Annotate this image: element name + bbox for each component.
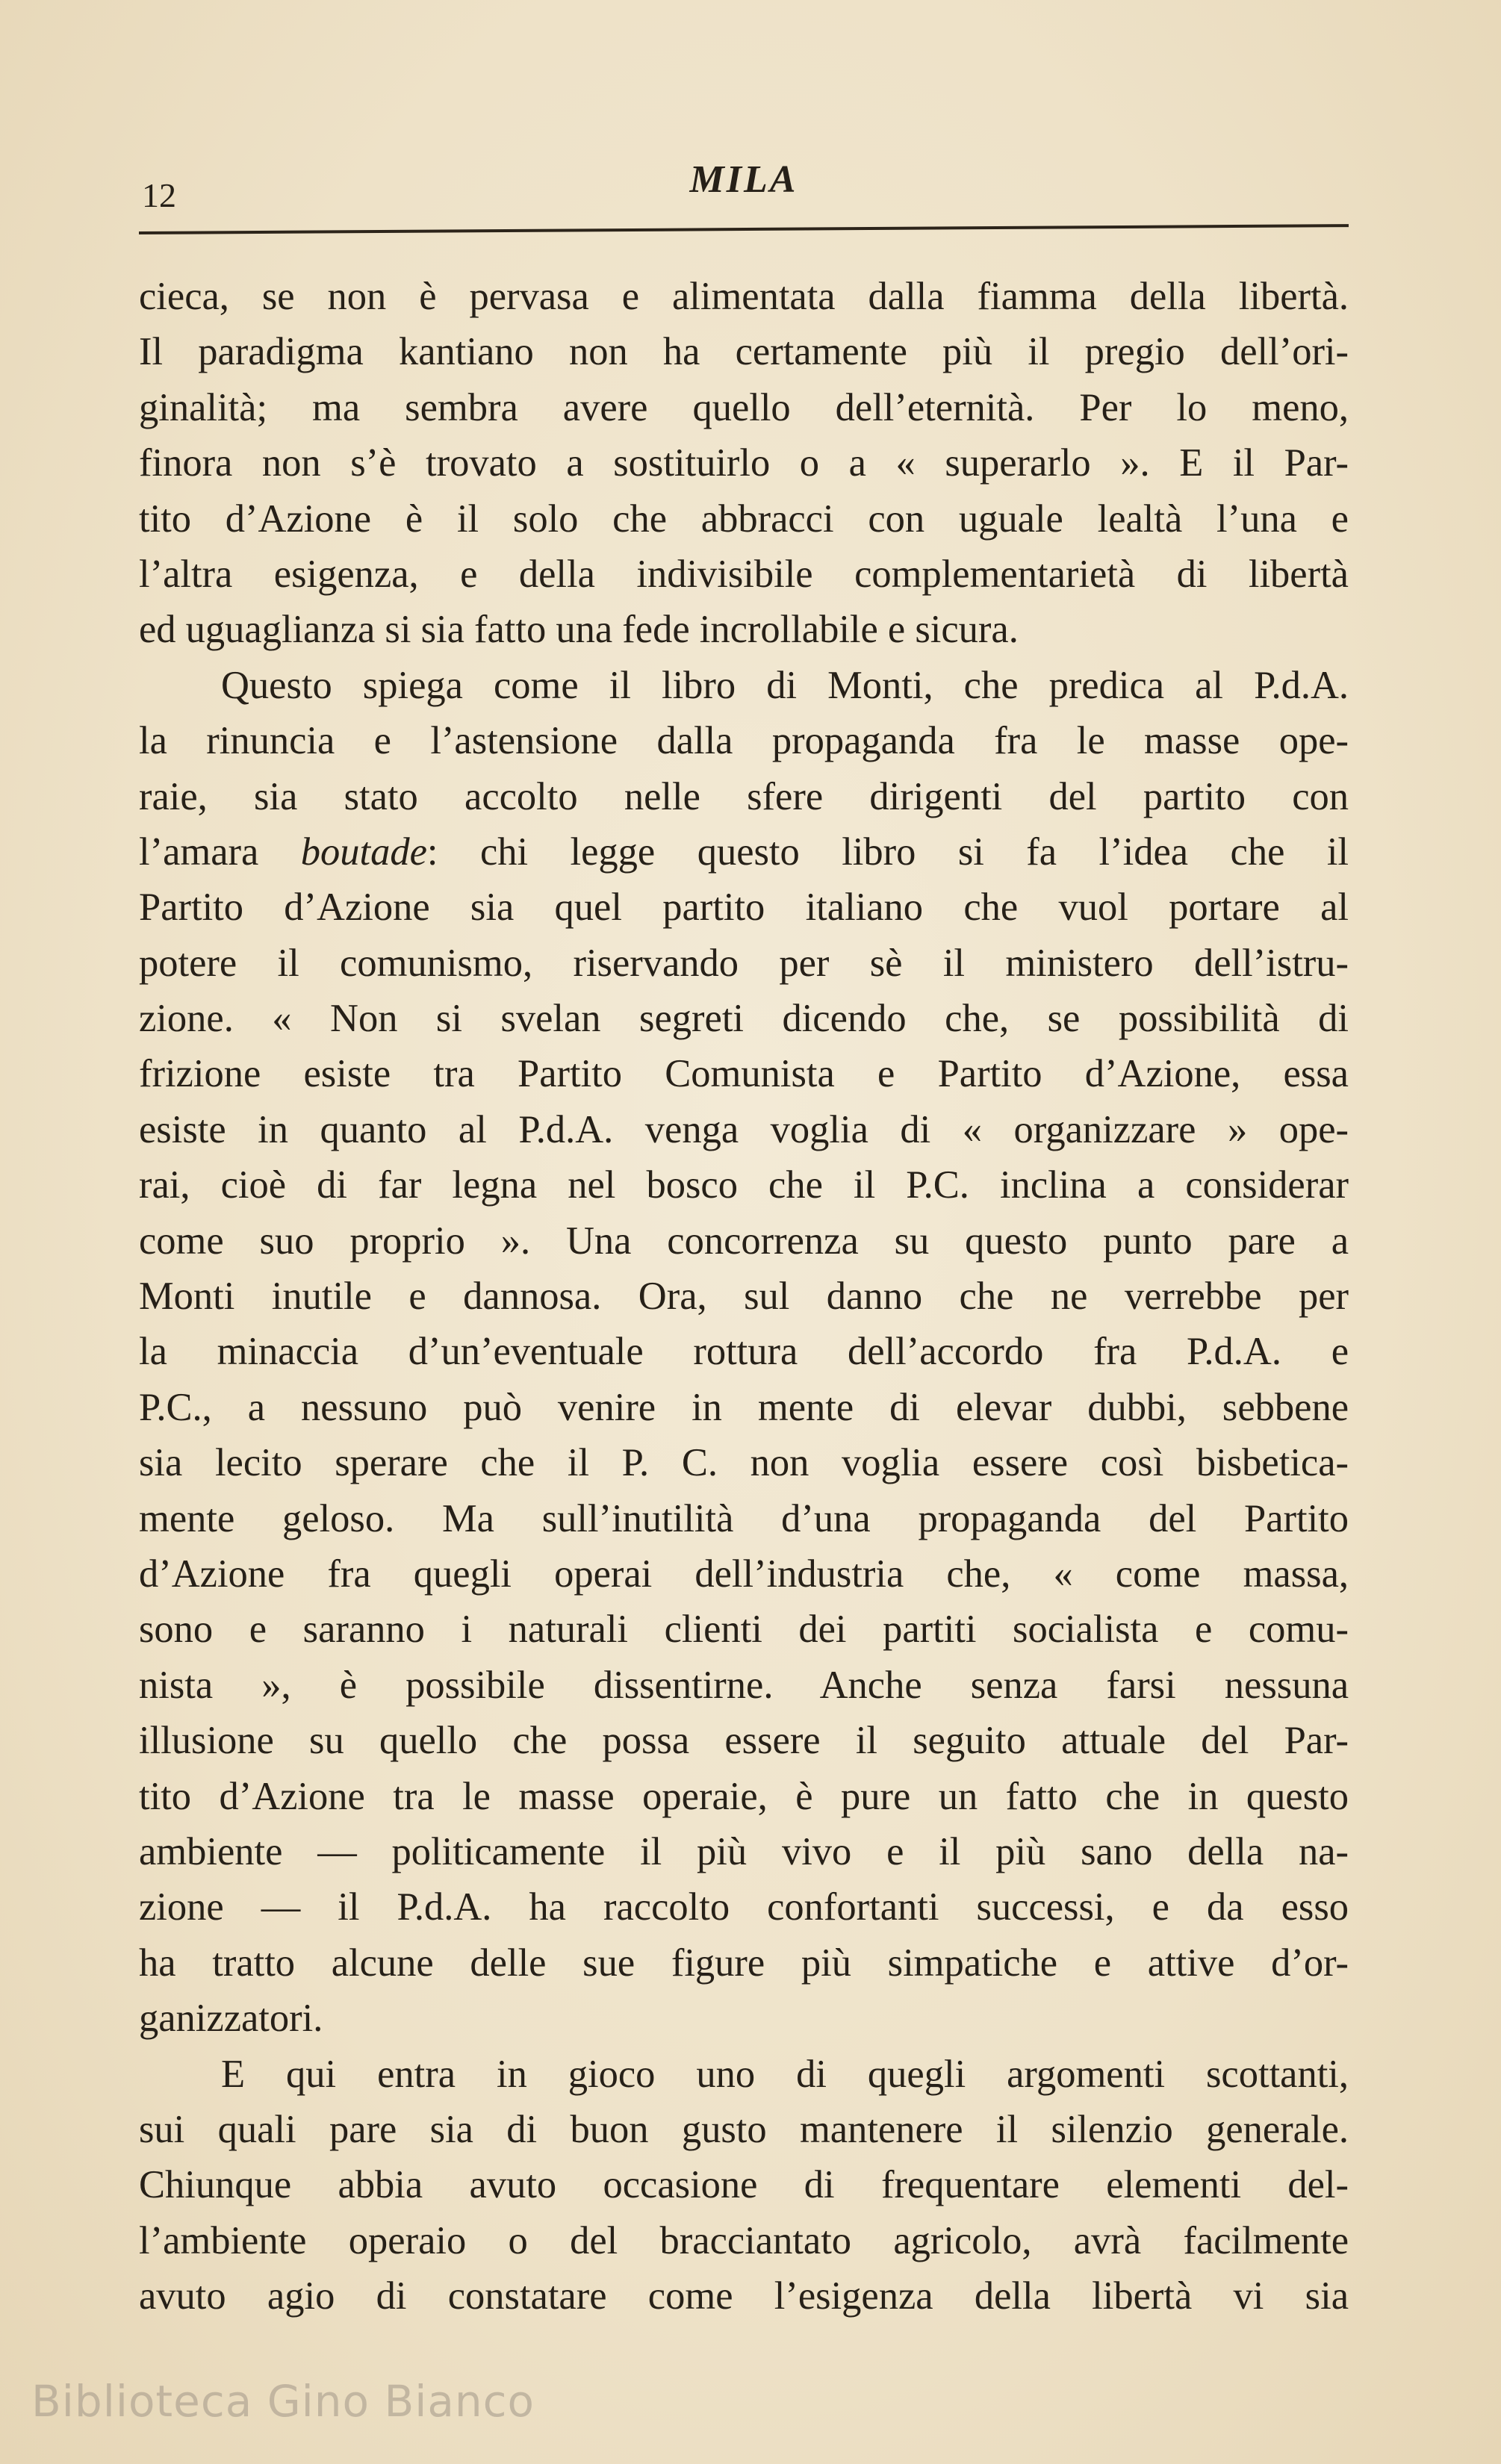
text-line: zione — il P.d.A. ha raccolto confortanti successi, e da esso	[139, 1885, 1349, 1929]
page-number: 12	[142, 176, 176, 214]
text-fragment: : chi legge questo libro si fa l’idea che il	[426, 830, 1349, 874]
text-line: esiste in quanto al P.d.A. venga voglia di « organizzare » ope-	[139, 1107, 1349, 1151]
text-line: illusione su quello che possa essere il seguito attuale del Par-	[139, 1719, 1349, 1763]
text-line: tito d’Azione è il solo che abbracci con uguale lealtà l’una e	[139, 497, 1349, 541]
text-line: la minaccia d’un’eventuale rottura dell’accordo fra P.d.A. e	[139, 1330, 1349, 1374]
text-line: mente geloso. Ma sull’inutilità d’una propaganda del Partito	[139, 1496, 1349, 1540]
text-line: sono e saranno i naturali clienti dei partiti socialista e comu-	[139, 1608, 1349, 1652]
text-line: l’ambiente operaio o del bracciantato agricolo, avrà facilmente	[139, 2218, 1349, 2262]
text-line: come suo proprio ». Una concorrenza su questo punto pare a	[139, 1219, 1349, 1263]
text-line: cieca, se non è pervasa e alimentata dalla fiamma della libertà.	[139, 275, 1349, 318]
page-header	[139, 153, 1349, 220]
text-line: avuto agio di constatare come l’esigenza della libertà vi sia	[139, 2274, 1349, 2318]
text-line: Questo spiega come il libro di Monti, che predica al P.d.A.	[221, 663, 1349, 707]
running-title: MILA	[689, 158, 798, 201]
text-line: tito d’Azione tra le masse operaie, è pure un fatto che in questo	[139, 1774, 1349, 1818]
text-line: raie, sia stato accolto nelle sfere dirigenti del partito con	[139, 774, 1349, 818]
text-line	[139, 824, 1349, 880]
text-line: Monti inutile e dannosa. Ora, sul danno che ne verrebbe per	[139, 1275, 1349, 1319]
text-fragment: l’amara	[139, 830, 301, 874]
text-line: sia lecito sperare che il P. C. non voglia essere così bisbetica-	[139, 1441, 1349, 1485]
text-line: frizione esiste tra Partito Comunista e Partito d’Azione, essa	[139, 1052, 1349, 1096]
text-line: zione. « Non si svelan segreti dicendo che, se possibilità di	[139, 997, 1349, 1041]
text-line: E qui entra in gioco uno di quegli argomenti scottanti,	[221, 2052, 1349, 2096]
text-line: potere il comunismo, riservando per sè il ministero dell’istru-	[139, 941, 1349, 985]
text-line: rai, cioè di far legna nel bosco che il P.C. inclina a considerar	[139, 1163, 1349, 1207]
italic-term: boutade	[300, 830, 427, 874]
text-line: nista », è possibile dissentirne. Anche senza farsi nessuna	[139, 1663, 1349, 1707]
header-rule	[139, 224, 1349, 234]
text-line: ginalità; ma sembra avere quello dell’eternità. Per lo meno,	[139, 385, 1349, 429]
text-line: Chiunque abbia avuto occasione di frequentare elementi del-	[139, 2163, 1349, 2207]
text-line: finora non s’è trovato a sostituirlo o a « superarlo ». E il Par-	[139, 441, 1349, 485]
text-line: ambiente — politicamente il più vivo e il più sano della na-	[139, 1829, 1349, 1873]
text-line: Partito d’Azione sia quel partito italiano che vuol portare al	[139, 886, 1349, 930]
text-line: sui quali pare sia di buon gusto mantenere il silenzio generale.	[139, 2107, 1349, 2151]
text-line: ha tratto alcune delle sue figure più simpatiche e attive d’or-	[139, 1941, 1349, 1985]
text-line: Il paradigma kantiano non ha certamente più il pregio dell’ori-	[139, 330, 1349, 374]
text-line: ganizzatori.	[139, 1997, 323, 2041]
text-line: la rinuncia e l’astensione dalla propaganda fra le masse ope-	[139, 719, 1349, 763]
text-line: ed uguaglianza si sia fatto una fede incrollabile e sicura.	[139, 608, 1019, 652]
text-line: d’Azione fra quegli operai dell’industria che, « come massa,	[139, 1552, 1349, 1596]
library-watermark: Biblioteca Gino Bianco	[31, 2376, 535, 2427]
text-line: P.C., a nessuno può venire in mente di elevar dubbi, sebbene	[139, 1385, 1349, 1429]
text-line: l’altra esigenza, e della indivisibile complementarietà di libertà	[139, 552, 1349, 596]
body-text	[139, 269, 1349, 2324]
